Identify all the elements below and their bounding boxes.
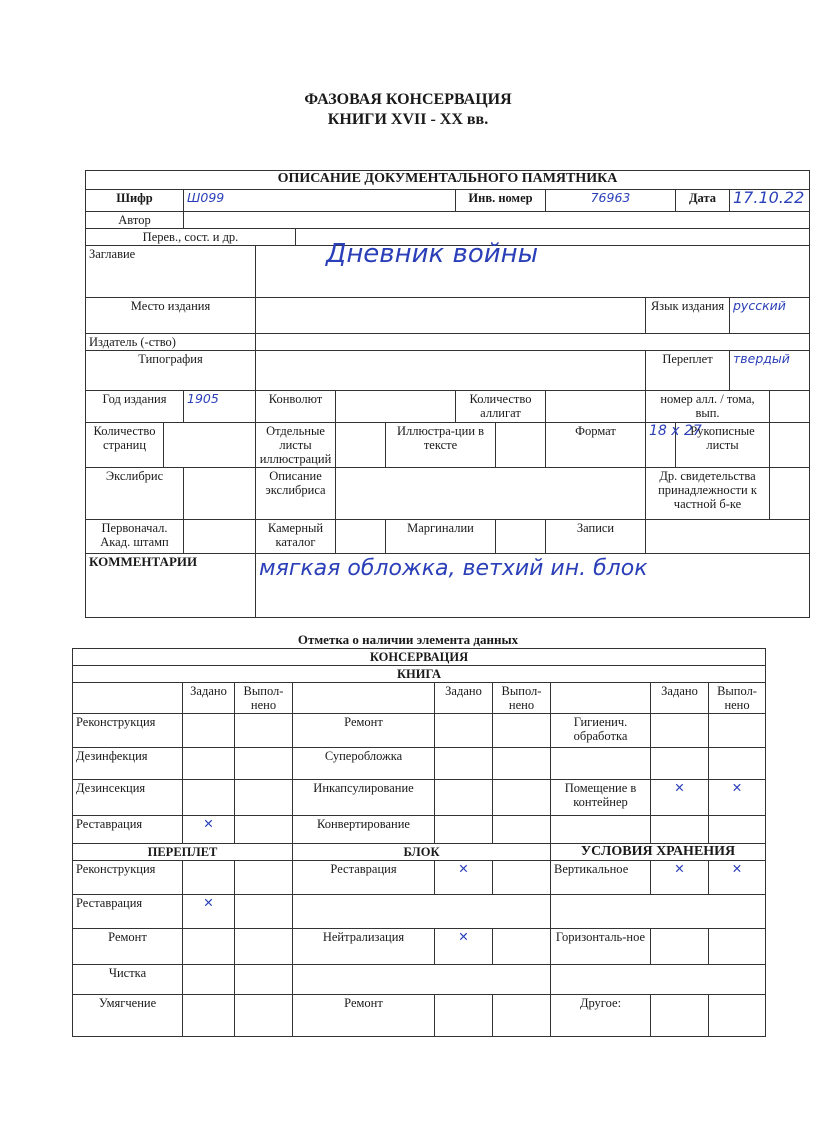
place-field[interactable] [256,298,646,334]
checkbox-cell[interactable]: ✕ [183,816,235,844]
checkbox-cell[interactable] [183,714,235,748]
author-field[interactable] [184,212,810,229]
checkbox-cell[interactable] [235,780,293,816]
kniga-row-label: Суперобложка [293,748,435,780]
binding-label: Переплет [646,351,730,391]
checkbox-cell[interactable] [493,780,551,816]
manuscript-label: Рукописные листы [676,423,770,468]
nomer-label: номер алл. / тома, вып. [646,391,770,423]
inv-label: Инв. номер [456,190,546,212]
exlibris-label: Экслибрис [86,468,184,520]
lang-value[interactable]: русский [730,298,810,334]
inv-value[interactable]: 76963 [546,190,676,212]
checkbox-cell[interactable] [651,929,709,965]
blok-row-label: Нейтрализация [293,929,435,965]
year-label: Год издания [86,391,184,423]
pereplet-row-label: Умягчение [73,995,183,1037]
description-table [85,170,810,618]
checkbox-cell[interactable] [183,965,235,995]
kniga-row-label: Помещение в контейнер [551,780,651,816]
checkbox-cell[interactable] [435,816,493,844]
zapisi-field[interactable] [646,520,810,554]
pages-label: Количество страниц [86,423,164,468]
checkbox-cell[interactable] [183,861,235,895]
kniga-row-label: Дезинсекция [73,780,183,816]
kniga-row-label [551,748,651,780]
zadano-header: Задано [651,683,709,714]
shifr-value[interactable]: Ш099 [184,190,456,212]
checkbox-cell[interactable] [651,714,709,748]
storage-title: УСЛОВИЯ ХРАНЕНИЯ [551,844,766,861]
illustr-label: Иллюстра-ции в тексте [386,423,496,468]
checkbox-cell[interactable] [235,895,293,929]
checkbox-cell[interactable] [235,995,293,1037]
marginal-label: Маргиналии [386,520,496,554]
pereplet-row-label: Реставрация [73,895,183,929]
format-value[interactable]: 18 x 27 [646,423,676,468]
konvolut-label: Конволют [256,391,336,423]
checkbox-cell[interactable] [235,748,293,780]
pereplet-row-label: Реконструкция [73,861,183,895]
kamera-field[interactable] [336,520,386,554]
checkbox-cell[interactable] [709,748,766,780]
vypolneno-header: Выпол-нено [709,683,766,714]
kamera-label: Камерный каталог [256,520,336,554]
checkbox-cell[interactable]: ✕ [435,861,493,895]
manuscript-field[interactable] [770,423,810,468]
vypolneno-header: Выпол-нено [493,683,551,714]
alligat-label: Количество аллигат [456,391,546,423]
kniga-row-label: Конвертирование [293,816,435,844]
checkbox-cell[interactable]: ✕ [709,861,766,895]
printer-label: Типография [86,351,256,391]
publisher-field[interactable] [256,334,810,351]
konvolut-field[interactable] [336,391,456,423]
zadano-header: Задано [183,683,235,714]
pereplet-row-label: Ремонт [73,929,183,965]
binding-value[interactable]: твердый [730,351,810,391]
checkbox-cell[interactable] [651,748,709,780]
publisher-label: Издатель (-ство) [86,334,256,351]
separate-field[interactable] [336,423,386,468]
conservation-table [72,648,766,1037]
zaglavie-value[interactable]: Дневник войны [256,246,810,298]
kniga-row-label: Реставрация [73,816,183,844]
checkbox-cell[interactable] [493,816,551,844]
comments-label: КОММЕНТАРИИ [86,554,256,618]
pages-field[interactable] [164,423,256,468]
storage-row-label: Другое: [551,995,651,1037]
blok-row-label: Реставрация [293,861,435,895]
checkbox-cell[interactable] [183,995,235,1037]
checkbox-cell[interactable]: ✕ [651,861,709,895]
data-note: Отметка о наличии элемента данных [297,632,519,647]
checkbox-cell[interactable] [493,929,551,965]
exlibris-field[interactable] [184,468,256,520]
storage-row-label [551,895,766,929]
checkbox-cell[interactable] [235,861,293,895]
checkbox-cell[interactable] [709,714,766,748]
kniga-row-label [551,816,651,844]
ownership-label: Др. свидетельства принадлежности к частной б-ке [646,468,770,520]
checkbox-cell[interactable]: ✕ [183,895,235,929]
checkbox-cell[interactable] [235,816,293,844]
format-label: Формат [546,423,646,468]
storage-row-label [551,965,766,995]
kniga-row-label: Ремонт [293,714,435,748]
checkbox-cell[interactable] [235,714,293,748]
checkbox-cell[interactable] [235,929,293,965]
checkbox-cell[interactable] [435,748,493,780]
author-label: Автор [86,212,184,229]
checkbox-cell[interactable] [435,714,493,748]
printer-field[interactable] [256,351,646,391]
marginal-field[interactable] [496,520,546,554]
perev-label: Перев., сост. и др. [86,229,296,246]
alligat-field[interactable] [546,391,646,423]
separate-label: Отдельные листы иллюстраций [256,423,336,468]
checkbox-cell[interactable] [709,995,766,1037]
ownership-field[interactable] [770,468,810,520]
date-value[interactable]: 17.10.22 [730,190,810,212]
checkbox-cell[interactable] [183,929,235,965]
blok-title: БЛОК [293,844,551,861]
blok-row-label [293,965,551,995]
illustr-field[interactable] [496,423,546,468]
form-title [0,90,816,130]
blok-row-label: Ремонт [293,995,435,1037]
storage-row-label: Горизонталь-ное [551,929,651,965]
kniga-row-label: Инкапсулирование [293,780,435,816]
checkbox-cell[interactable] [235,965,293,995]
checkbox-cell[interactable]: ✕ [709,780,766,816]
storage-row-label: Вертикальное [551,861,651,895]
checkbox-cell[interactable] [435,780,493,816]
checkbox-cell[interactable] [435,995,493,1037]
checkbox-cell[interactable]: ✕ [651,780,709,816]
zadano-header: Задано [435,683,493,714]
kniga-row-label: Реконструкция [73,714,183,748]
kniga-title: КНИГА [73,666,766,683]
checkbox-cell[interactable] [493,714,551,748]
checkbox-cell[interactable] [709,929,766,965]
shifr-label: Шифр [86,190,184,212]
checkbox-cell[interactable] [493,995,551,1037]
checkbox-cell[interactable] [709,816,766,844]
pereplet-row-label: Чистка [73,965,183,995]
checkbox-cell[interactable] [651,816,709,844]
checkbox-cell[interactable] [493,748,551,780]
zapisi-label: Записи [546,520,646,554]
stamp-field[interactable] [184,520,256,554]
year-value[interactable]: 1905 [184,391,256,423]
nomer-field[interactable] [770,391,810,423]
stamp-label: Первоначал. Акад. штамп [86,520,184,554]
exlibris-desc-field[interactable] [336,468,646,520]
vypolneno-header: Выпол-нено [235,683,293,714]
comments-value[interactable]: мягкая обложка, ветхий ин. блок [256,554,810,618]
kniga-row-label: Дезинфекция [73,748,183,780]
form-title-line1: ФАЗОВАЯ КОНСЕРВАЦИЯ [304,91,512,108]
lang-label: Язык издания [646,298,730,334]
description-title: ОПИСАНИЕ ДОКУМЕНТАЛЬНОГО ПАМЯТНИКА [86,171,810,190]
checkbox-cell[interactable] [651,995,709,1037]
blok-row-label [293,895,551,929]
checkbox-cell[interactable] [183,780,235,816]
zaglavie-label: Заглавие [86,246,256,298]
pereplet-title: ПЕРЕПЛЕТ [73,844,293,861]
date-label: Дата [676,190,730,212]
checkbox-cell[interactable] [183,748,235,780]
kniga-row-label: Гигиенич. обработка [551,714,651,748]
form-title-line2: КНИГИ XVII - XX вв. [327,111,489,128]
place-label: Место издания [86,298,256,334]
conservation-title: КОНСЕРВАЦИЯ [73,649,766,666]
checkbox-cell[interactable] [493,861,551,895]
checkbox-cell[interactable]: ✕ [435,929,493,965]
exlibris-desc-label: Описание экслибриса [256,468,336,520]
